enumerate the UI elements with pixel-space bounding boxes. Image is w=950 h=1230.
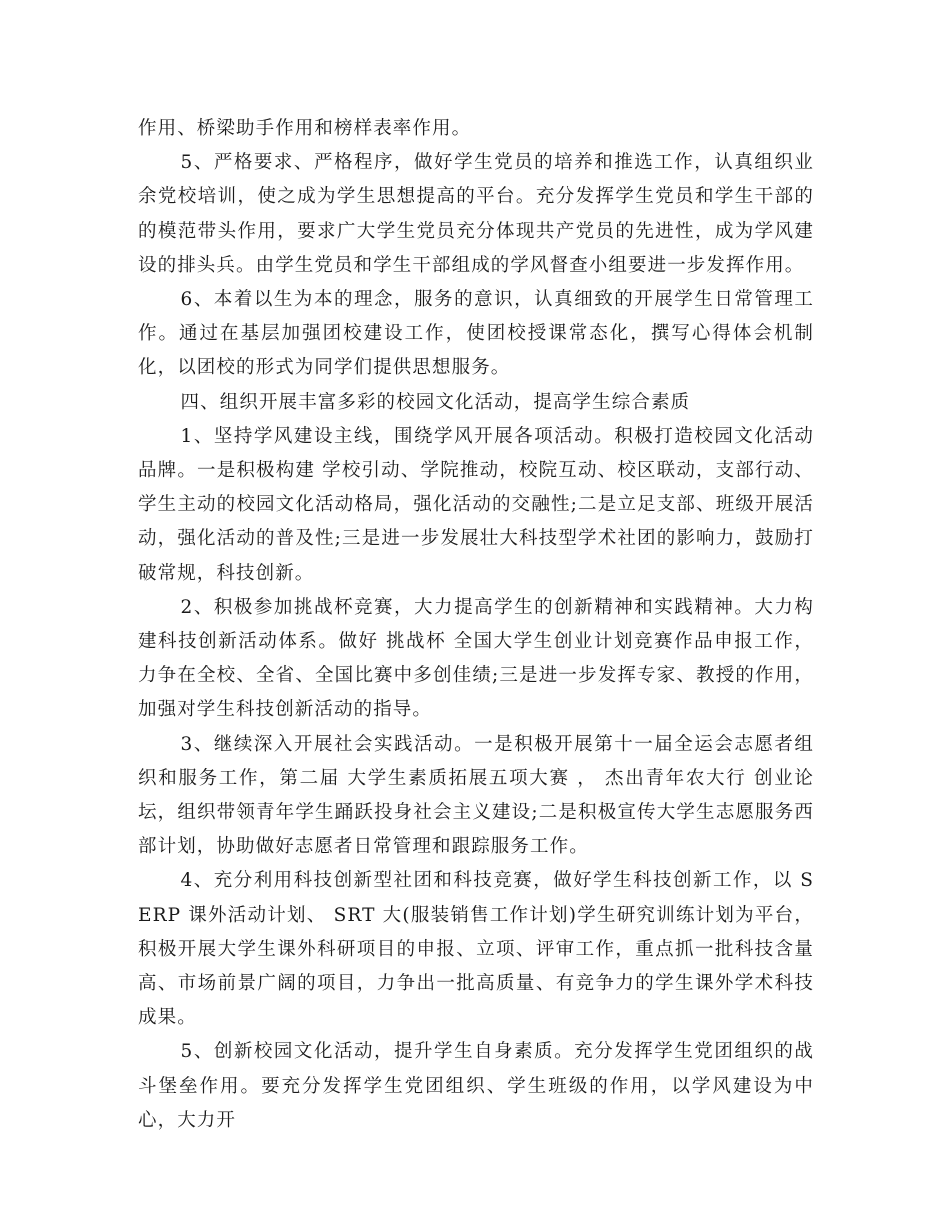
paragraph-item-3-social-practice: 3、继续深入开展社会实践活动。一是积极开展第十一届全运会志愿者组织和服务工作，第二届 大学生素质拓展五项大赛 ， 杰出青年农大行 创业论坛，组织带领青年学生踊跃投身社会主义建设;二是积极宣传大学生志愿服务西部计划，协助做好志愿者日常管理和跟踪服务工作。 [138,733,815,858]
document-body [138,112,814,1138]
paragraph-item-1-study-style: 1、坚持学风建设主线，围绕学风开展各项活动。积极打造校园文化活动品牌。一是积极构建 学校引动、学院推动，校院互动、校区联动，支部行动、学生主动的校园文化活动格局，强化活动的交融性;二是立足支部、班级开展活动，强化活动的普及性;三是进一步发展壮大科技型学术社团的影响力，鼓励打破常规，科技创新。 [138,425,814,584]
paragraph-item-5-campus-culture: 5、创新校园文化活动，提升学生自身素质。充分发挥学生党团组织的战斗堡垒作用。要充分发挥学生党团组织、学生班级的作用，以学风建设为中心，大力开 [138,1041,814,1131]
paragraph-item-2-challenge-cup: 2、积极参加挑战杯竞赛，大力提高学生的创新精神和实践精神。大力构建科技创新活动体系。做好 挑战杯 全国大学生创业计划竞赛作品申报工作，力争在全校、全省、全国比赛中多创佳绩;三是进一步发挥专家、教授的作用，加强对学生科技创新活动的指导。 [138,596,814,721]
paragraph-continuation: 作用、桥梁助手作用和榜样表率作用。 [138,118,472,139]
paragraph-item-6-student-service: 6、本着以生为本的理念，服务的意识，认真细致的开展学生日常管理工作。通过在基层加强团校建设工作，使团校授课常态化，撰写心得体会机制化，以团校的形式为同学们提供思想服务。 [138,289,814,379]
paragraph-item-5-party-members: 5、严格要求、严格程序，做好学生党员的培养和推选工作，认真组织业余党校培训，使之成为学生思想提高的平台。充分发挥学生党员和学生干部的的模范带头作用，要求广大学生党员充分体现共产党员的先进性，成为学风建设的排头兵。由学生党员和学生干部组成的学风督查小组要进一步发挥作用。 [138,152,814,276]
paragraph-item-4-tech-societies: 4、充分利用科技创新型社团和科技竞赛，做好学生科技创新工作，以 SERP 课外活动计划、 SRT 大(服装销售工作计划)学生研究训练计划为平台，积极开展大学生课外科研项目的申报、立项、评审工作，重点抓一批科技含量高、市场前景广阔的项目，力争出一批高质量、有竞争力的学生课外学术科技成果。 [138,870,814,1029]
section-heading-campus-culture: 四、组织开展丰富多彩的校园文化活动，提高学生综合素质 [180,391,691,413]
